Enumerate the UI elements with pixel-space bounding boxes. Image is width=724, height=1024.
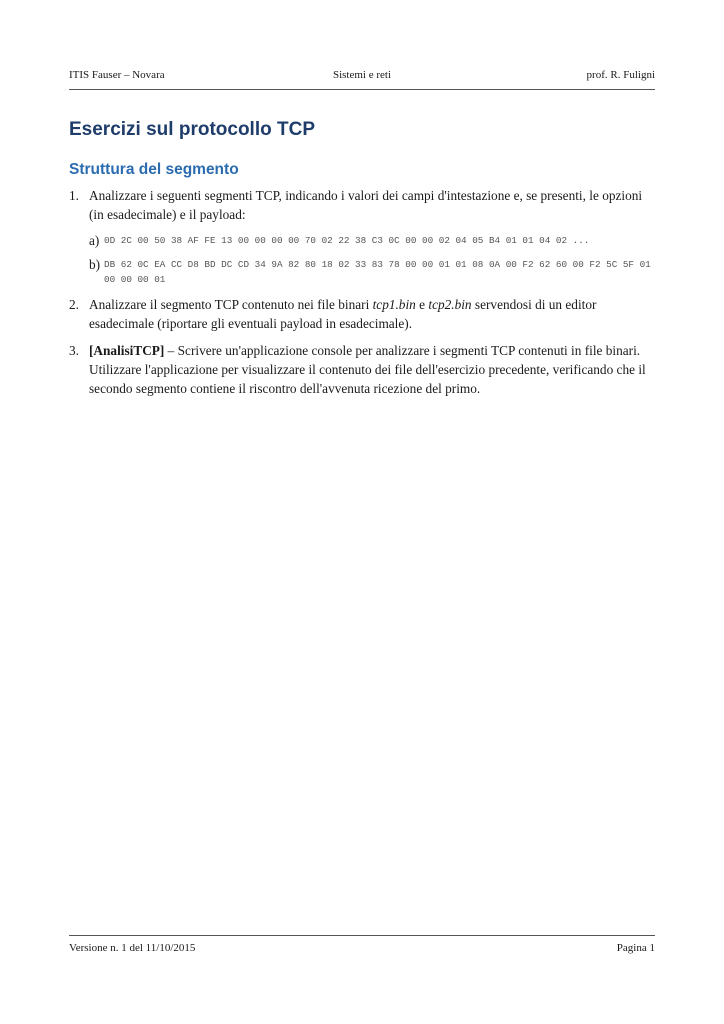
section-heading: Struttura del segmento (69, 161, 239, 178)
file-name: tcp1.bin (372, 297, 416, 312)
header-author: prof. R. Fuligni (586, 69, 655, 81)
text-fragment: – Scrivere un'applicazione console per analizzare i segmenti TCP contenuti in file binari. Utilizzare l'applicazione per visualizzare il contenuto dei file dell'esercizio precedente, verificando che il secondo segmento contiene il riscontro dell'avvenuta ricezione del primo. (89, 343, 646, 396)
page-header (69, 69, 655, 90)
exercise-2 (69, 295, 655, 333)
text-fragment: e (415, 297, 429, 312)
program-name: [AnalisiTCP] (89, 343, 165, 358)
exercise-text (89, 341, 655, 398)
page-footer (69, 935, 655, 956)
header-school: ITIS Fauser – Novara (69, 69, 165, 81)
exercise-1a (89, 232, 655, 248)
subitem-letter: b) (89, 257, 101, 272)
exercise-1 (69, 186, 655, 287)
file-name: tcp2.bin (428, 297, 472, 312)
exercise-number: 3. (69, 343, 79, 358)
exercise-text: Analizzare i seguenti segmenti TCP, indicando i valori dei campi d'intestazione e, se presenti, le opzioni (in esadecimale) e il payload: (89, 188, 643, 222)
exercise-text (89, 295, 655, 333)
footer-page-number: Pagina 1 (616, 942, 655, 954)
subitem-letter: a) (89, 233, 100, 248)
exercise-number: 2. (69, 297, 79, 312)
exercise-list (69, 186, 655, 406)
exercise-3 (69, 341, 655, 398)
hex-dump: DB 62 0C EA CC D8 BD DC CD 34 9A 82 80 18 02 33 83 78 00 00 01 01 08 0A 00 F2 62 60 00 F2 5C 5F 01 00 00 00 01 (104, 259, 651, 285)
text-fragment: Analizzare il segmento TCP contenuto nei file binari (89, 297, 373, 312)
hex-dump: 0D 2C 00 50 38 AF FE 13 00 00 00 00 70 02 22 38 C3 0C 00 00 02 04 05 B4 01 01 04 02 ... (104, 235, 590, 246)
exercise-1b (89, 256, 655, 287)
exercise-number: 1. (69, 188, 79, 203)
text-fragment: servendosi di un editor esadecimale (riportare gli eventuali payload in esadecimale). (89, 297, 597, 331)
header-subject: Sistemi e reti (332, 69, 392, 81)
page-title: Esercizi sul protocollo TCP (69, 119, 315, 140)
footer-version: Versione n. 1 del 11/10/2015 (69, 942, 196, 954)
